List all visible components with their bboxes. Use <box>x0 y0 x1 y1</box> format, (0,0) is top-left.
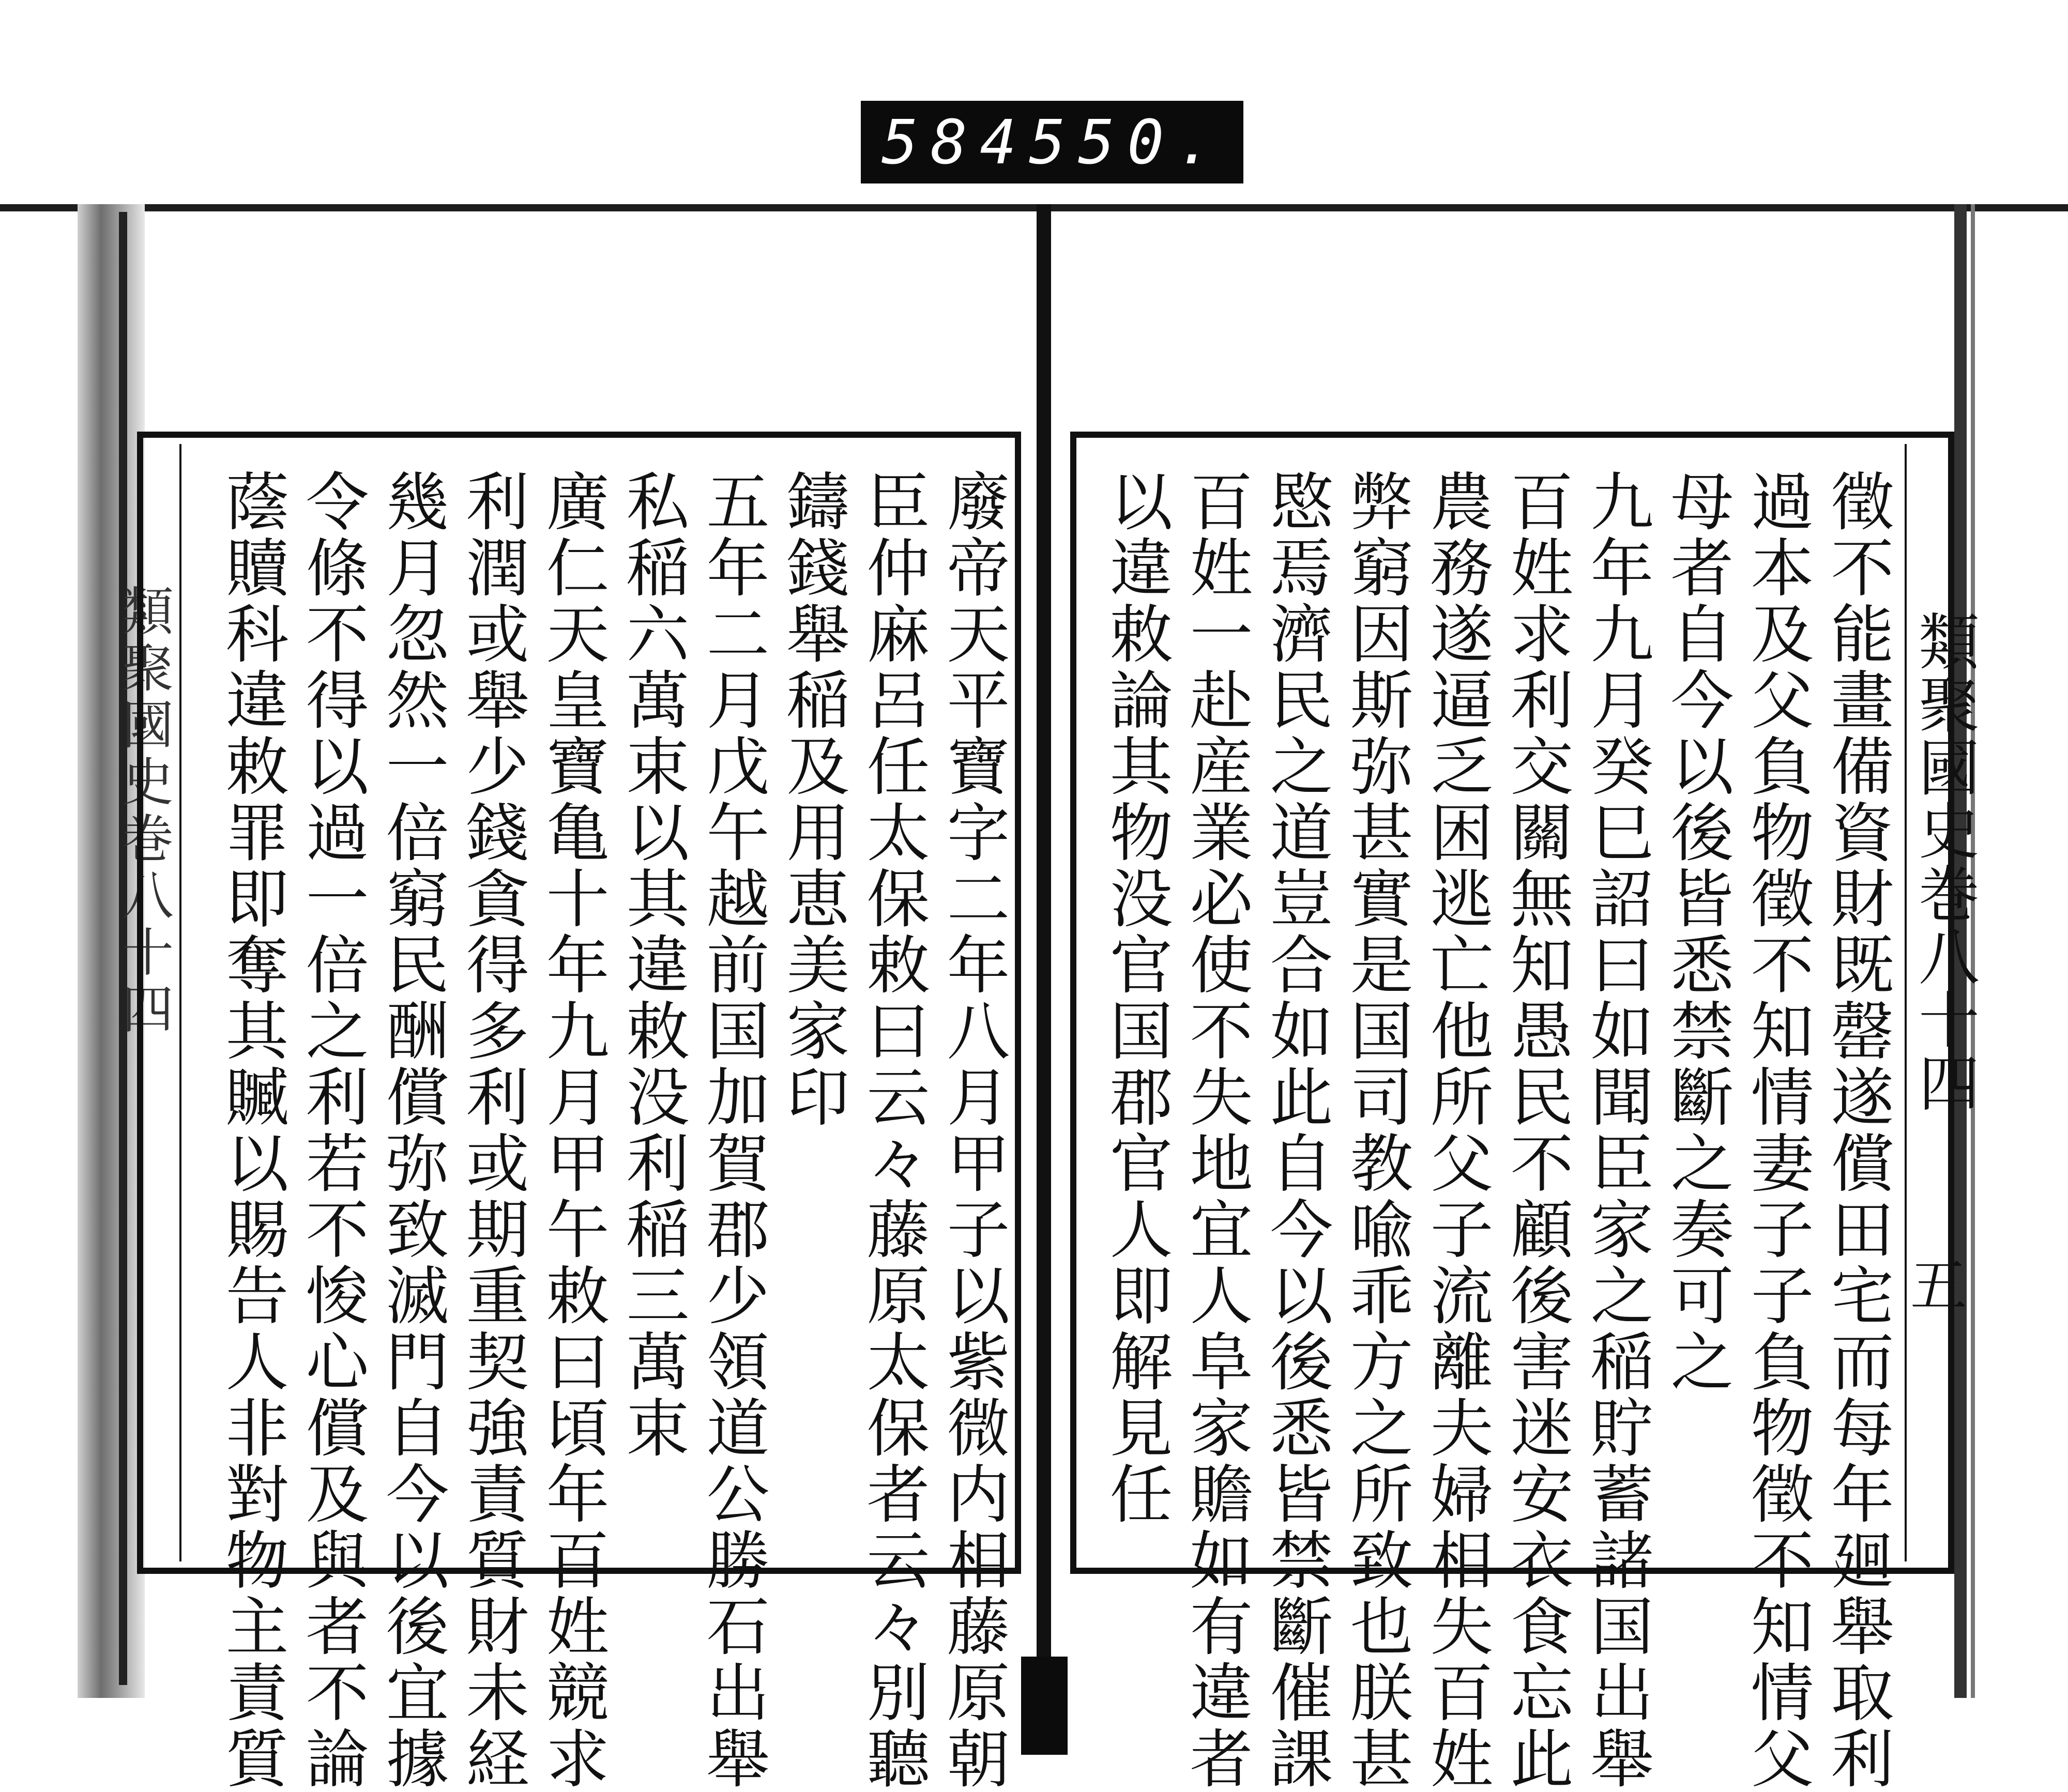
right-page-text-block <box>1070 432 1954 1792</box>
left-column-4: 五年二月戊午越前国加賀郡少領道公勝石出舉 <box>696 469 769 1792</box>
folio-number: 五 <box>1910 1253 1967 1319</box>
film-number-left: 584 <box>881 106 1029 178</box>
book-spine <box>1037 204 1051 1703</box>
page-header-title: 類聚國史巻八十四 <box>1908 610 1980 1114</box>
left-column-9: 令條不得以過一倍之利若不悛心償及與者不論 <box>295 469 369 1792</box>
film-number-right: 550. <box>1029 106 1226 178</box>
left-column-6: 廣仁天皇寶亀十年九月甲午敕曰頃年百姓競求 <box>536 469 609 1792</box>
left-column-8: 幾月忽然一倍窮民酬償弥致滅門自今以後宜據 <box>375 469 449 1792</box>
left-margin-title: 類聚國史巻八十四 <box>113 584 174 1039</box>
right-column-8: 愍焉濟民之道豈合如此自今以後悉皆禁斷催課 <box>1259 469 1333 1792</box>
right-column-3: 母者自今以後皆悉禁斷之奏可之 <box>1660 469 1734 1395</box>
right-column-9: 百姓一赴産業必使不失地宜人阜家贍如有違者 <box>1179 469 1253 1792</box>
spread-top-edge <box>0 204 2068 211</box>
right-column-4: 九年九月癸巳詔曰如聞臣家之稲貯蓄諸国出舉 <box>1580 469 1653 1792</box>
right-page-inner-rule <box>1905 444 1907 1561</box>
right-column-1: 徵不能畫備資財既罄遂償田宅而每年廻舉取利 <box>1820 469 1894 1792</box>
left-column-3: 鑄錢舉稲及用恵美家印 <box>776 469 849 1130</box>
left-page-inner-rule <box>179 444 181 1561</box>
right-column-2: 過本及父負物徵不知情妻子子負物徵不知情父 <box>1740 469 1814 1792</box>
left-page-text-block <box>137 432 1021 1792</box>
left-column-2: 臣仲麻呂任太保敕曰云々藤原太保者云々別聽 <box>856 469 930 1792</box>
book-spine-foot <box>1021 1657 1068 1755</box>
right-column-7: 弊窮因斯弥甚實是国司教喩乖方之所致也朕甚 <box>1340 469 1413 1792</box>
left-column-7: 利潤或舉少錢貪得多利或期重契強責質財未経 <box>455 469 529 1792</box>
right-column-10: 以違敕論其物没官国郡官人即解見任 <box>1099 469 1173 1527</box>
left-column-5: 私稲六萬束以其違敕没利稲三萬束 <box>616 469 689 1461</box>
left-column-10: 蔭贖科違敕罪即奪其贓以賜告人非對物主責質 <box>215 469 288 1792</box>
left-column-1: 廢帝天平寶字二年八月甲子以紫微内相藤原朝 <box>936 469 1010 1792</box>
right-column-6: 農務遂逼乏困逃亡他所父子流離夫婦相失百姓 <box>1420 469 1493 1792</box>
film-frame-label <box>861 101 1243 183</box>
right-column-5: 百姓求利交關無知愚民不顧後害迷安衣食忘此 <box>1500 469 1573 1792</box>
